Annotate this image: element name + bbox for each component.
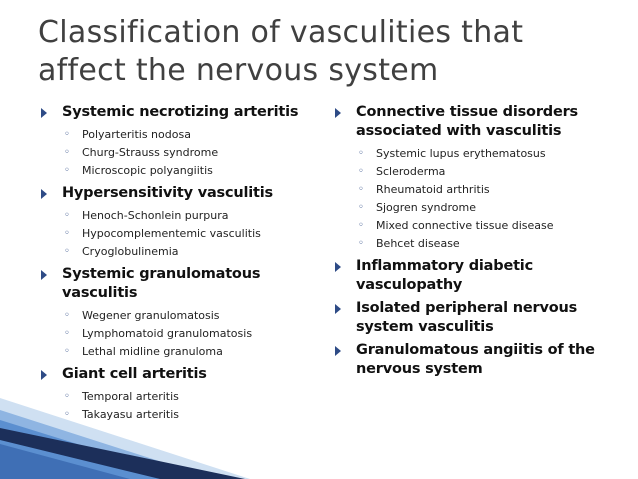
category-systemic-granulomatous-vasculitis	[38, 265, 308, 361]
subtype-label: Behcet disease	[376, 237, 460, 250]
subtype-list	[62, 307, 308, 361]
circle-bullet-icon: ◦	[64, 228, 70, 239]
list-item	[62, 126, 308, 144]
subtype-label: Lymphomatoid granulomatosis	[82, 327, 253, 340]
category-heading: Isolated peripheral nervous system vasculitis	[356, 300, 578, 335]
subtype-label: Wegener granulomatosis	[82, 309, 220, 322]
circle-bullet-icon: ◦	[358, 220, 364, 231]
triangle-bullet-icon	[335, 108, 341, 118]
category-heading: Giant cell arteritis	[62, 366, 207, 382]
triangle-bullet-icon	[41, 189, 47, 199]
category-heading: Connective tissue disorders associated with vasculitis	[356, 104, 578, 139]
list-item	[62, 162, 308, 180]
category-heading: Systemic necrotizing arteritis	[62, 104, 299, 120]
subtype-label: Microscopic polyangiitis	[82, 164, 213, 177]
subtype-label: Sjogren syndrome	[376, 201, 476, 214]
triangle-bullet-icon	[335, 304, 341, 314]
category-systemic-necrotizing-arteritis	[38, 103, 308, 180]
circle-bullet-icon: ◦	[64, 391, 70, 402]
list-item	[62, 388, 308, 406]
circle-bullet-icon: ◦	[64, 310, 70, 321]
subtype-label: Churg-Strauss syndrome	[82, 146, 219, 159]
subtype-list	[62, 126, 308, 180]
subtype-label: Systemic lupus erythematosus	[376, 147, 546, 160]
subtype-label: Mixed connective tissue disease	[376, 219, 554, 232]
list-item	[62, 225, 308, 243]
category-granulomatous-angiitis	[332, 341, 622, 379]
subtype-list	[356, 145, 622, 253]
circle-bullet-icon: ◦	[64, 147, 70, 158]
circle-bullet-icon: ◦	[358, 202, 364, 213]
list-item	[356, 217, 622, 235]
category-connective-tissue-disorders	[332, 103, 622, 253]
category-heading: Systemic granulomatous vasculitis	[62, 266, 261, 301]
list-item	[62, 406, 308, 424]
circle-bullet-icon: ◦	[358, 184, 364, 195]
triangle-bullet-icon	[41, 370, 47, 380]
category-heading: Granulomatous angiitis of the nervous system	[356, 342, 595, 377]
circle-bullet-icon: ◦	[358, 238, 364, 249]
subtype-label: Takayasu arteritis	[82, 408, 180, 421]
triangle-bullet-icon	[41, 108, 47, 118]
slide-title	[38, 14, 628, 90]
subtype-label: Hypocomplementemic vasculitis	[82, 227, 261, 240]
circle-bullet-icon: ◦	[358, 148, 364, 159]
left-column	[38, 103, 308, 428]
circle-bullet-icon: ◦	[64, 246, 70, 257]
list-item	[62, 144, 308, 162]
circle-bullet-icon: ◦	[64, 409, 70, 420]
list-item	[62, 325, 308, 343]
title-line-2: affect the nervous system	[38, 53, 439, 88]
category-isolated-pns-vasculitis	[332, 299, 622, 337]
circle-bullet-icon: ◦	[64, 210, 70, 221]
subtype-label: Cryoglobulinemia	[82, 245, 179, 258]
circle-bullet-icon: ◦	[64, 129, 70, 140]
category-inflammatory-diabetic-vasculopathy	[332, 257, 622, 295]
triangle-bullet-icon	[41, 270, 47, 280]
subtype-label: Henoch-Schonlein purpura	[82, 209, 229, 222]
list-item	[356, 181, 622, 199]
circle-bullet-icon: ◦	[64, 346, 70, 357]
list-item	[356, 163, 622, 181]
triangle-bullet-icon	[335, 262, 341, 272]
list-item	[356, 235, 622, 253]
list-item	[62, 307, 308, 325]
subtype-label: Scleroderma	[376, 165, 446, 178]
title-line-1: Classification of vasculities that	[38, 15, 524, 50]
subtype-label: Polyarteritis nodosa	[82, 128, 191, 141]
subtype-label: Lethal midline granuloma	[82, 345, 223, 358]
subtype-list	[62, 388, 308, 424]
subtype-list	[62, 207, 308, 261]
circle-bullet-icon: ◦	[358, 166, 364, 177]
category-giant-cell-arteritis	[38, 365, 308, 424]
subtype-label: Temporal arteritis	[82, 390, 179, 403]
list-item	[62, 207, 308, 225]
subtype-label: Rheumatoid arthritis	[376, 183, 490, 196]
list-item	[356, 199, 622, 217]
list-item	[356, 145, 622, 163]
triangle-bullet-icon	[335, 346, 341, 356]
circle-bullet-icon: ◦	[64, 328, 70, 339]
category-heading: Inflammatory diabetic vasculopathy	[356, 258, 533, 293]
list-item	[62, 343, 308, 361]
list-item	[62, 243, 308, 261]
category-hypersensitivity-vasculitis	[38, 184, 308, 261]
circle-bullet-icon: ◦	[64, 165, 70, 176]
category-heading: Hypersensitivity vasculitis	[62, 185, 273, 201]
right-column	[332, 103, 622, 383]
